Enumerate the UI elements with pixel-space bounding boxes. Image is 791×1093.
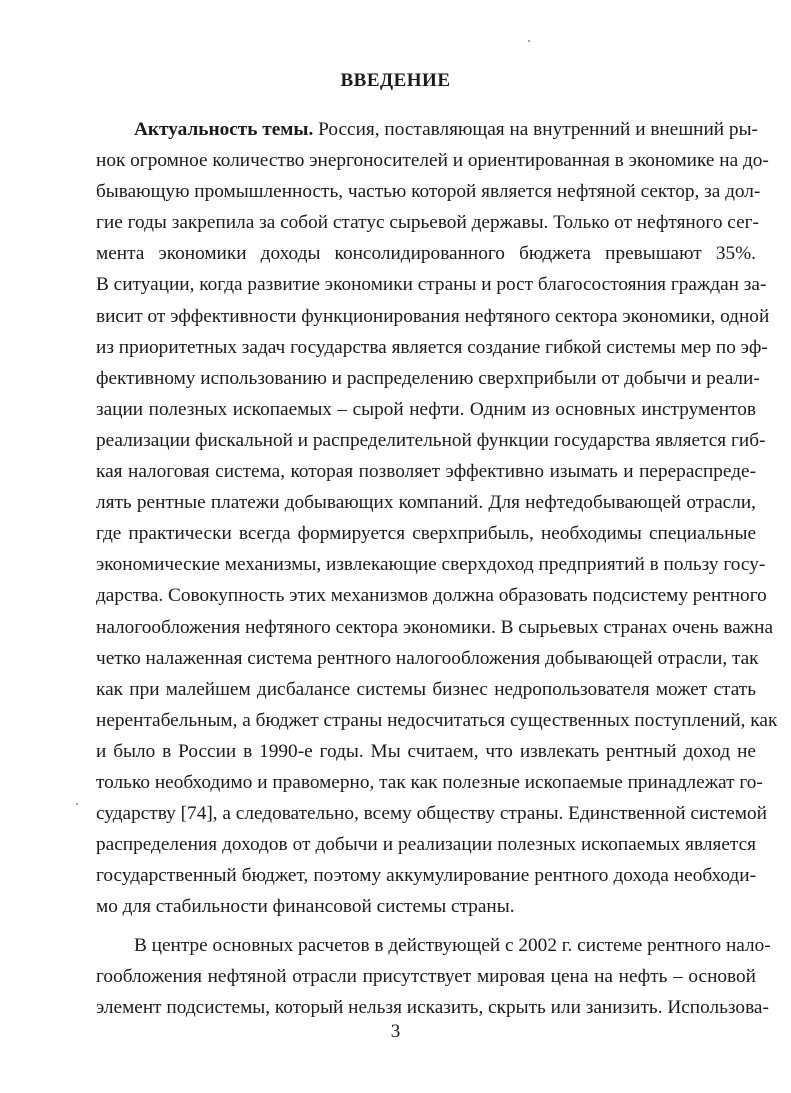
scan-speck — [76, 803, 78, 805]
text-line: налогообложения нефтяного сектора экономики. В сырьевых странах очень важна — [96, 616, 774, 638]
text-line: висит от эффективности функционирования нефтяного сектора экономики, одной — [96, 305, 770, 327]
paragraph-2 — [96, 930, 771, 1023]
text-line: нерентабельным, а бюджет страны недосчитаться существенных поступлений, как — [96, 709, 778, 731]
text-line: экономические механизмы, извлекающие сверхдоход предприятий в пользу госу- — [96, 554, 766, 576]
text-line: государственный бюджет, поэтому аккумулирование рентного дохода необходи- — [96, 865, 756, 887]
text-line: В центре основных расчетов в действующей с 2002 г. системе рентного нало- — [134, 935, 771, 956]
text-line: кая налоговая система, которая позволяет эффективно изымать и перераспреде- — [96, 461, 756, 483]
text-line: мо для стабильности финансовой системы страны. — [96, 896, 515, 918]
text-line: где практически всегда формируется сверхприбыль, необходимы специальные — [96, 523, 756, 545]
text-line: только необходимо и правомерно, так как полезные ископаемые принадлежат го- — [96, 771, 763, 793]
text-line: гообложения нефтяной отрасли присутствует мировая цена на нефть – основой — [96, 966, 756, 988]
text-line: лять рентные платежи добывающих компаний. Для нефтедобывающей отрасли, — [96, 492, 756, 514]
text-line: зации полезных ископаемых – сырой нефти. Одним из основных инструментов — [96, 398, 756, 420]
text-line: сударству [74], а следовательно, всему обществу страны. Единственной системой — [96, 803, 767, 825]
text-line: реализации фискальной и распределительной функции государства является гиб- — [96, 429, 766, 451]
text-line: из приоритетных задач государства является создание гибкой системы мер по эф- — [96, 336, 768, 358]
text-line: как при малейшем дисбалансе системы бизнес недропользователя может стать — [96, 678, 756, 700]
text-line: фективному использованию и распределению сверхприбыли от добычи и реали- — [96, 367, 760, 389]
text-line: В ситуации, когда развитие экономики страны и рост благосостояния граждан за- — [96, 274, 767, 296]
text-line: элемент подсистемы, который нельзя исказить, скрыть или занизить. Использова- — [96, 997, 769, 1019]
page-number: 3 — [390, 1021, 401, 1042]
text-line: бывающую промышленность, частью которой является нефтяной сектор, за дол- — [96, 181, 761, 203]
text-line: Актуальность темы. Россия, поставляющая на внутренний и внешний ры- — [134, 119, 758, 140]
text-line: гие годы закрепила за собой статус сырьевой державы. Только от нефтяного сег- — [96, 212, 759, 234]
text-line: и было в России в 1990-е годы. Мы считаем, что извлекать рентный доход не — [96, 740, 756, 762]
text-line: дарства. Совокупность этих механизмов должна образовать подсистему рентного — [96, 585, 767, 607]
paragraph-lead: Актуальность темы. — [134, 119, 314, 140]
paragraph-1 — [96, 114, 778, 922]
text-line: нок огромное количество энергоносителей и ориентированная в экономике на до- — [96, 150, 769, 172]
text-line: распределения доходов от добычи и реализации полезных ископаемых является — [96, 834, 756, 856]
scan-speck — [528, 40, 530, 42]
text-line: мента экономики доходы консолидированного бюджета превышают 35%. — [96, 243, 756, 265]
text-line: четко налаженная система рентного налогообложения добывающей отрасли, так — [96, 647, 759, 669]
page-title: ВВЕДЕНИЕ — [340, 70, 451, 91]
